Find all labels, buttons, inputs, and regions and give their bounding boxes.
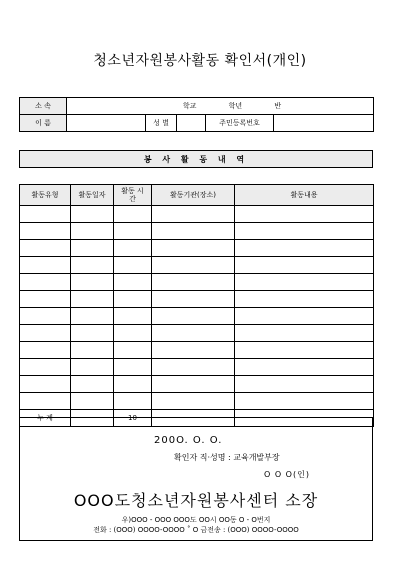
header-activity-hours: 활동 시간 (114, 185, 152, 206)
school-label: 학교 (182, 102, 197, 110)
hours-field[interactable] (114, 308, 152, 325)
confirmer-line: 확인자 직·성명 : 교육개발부장 (174, 453, 280, 462)
type-field[interactable] (20, 325, 71, 342)
type-field[interactable] (20, 376, 71, 393)
table-row (20, 257, 374, 274)
date-field[interactable] (71, 393, 114, 410)
section-title: 봉 사 활 동 내 역 (20, 151, 373, 168)
activity-section-header (19, 150, 373, 168)
resident-id-field[interactable] (274, 115, 374, 132)
gender-label: 성 별 (146, 115, 177, 132)
content-field[interactable] (235, 359, 374, 376)
center-phone: 전화 : (OOO) OOOO-OOOO ˚ O 금전송 : (OOO) OOOO-OOOO (93, 526, 299, 534)
grade-label: 학년 (228, 102, 243, 110)
hours-field[interactable] (114, 223, 152, 240)
date-field[interactable] (71, 223, 114, 240)
date-field[interactable] (71, 240, 114, 257)
place-field[interactable] (152, 240, 235, 257)
place-field[interactable] (152, 291, 235, 308)
header-activity-date: 활동일자 (71, 185, 114, 206)
affiliation-label: 소 속 (20, 98, 67, 115)
signature-line: O O O(인) (264, 470, 310, 479)
place-field[interactable] (152, 257, 235, 274)
hours-field[interactable] (114, 342, 152, 359)
date-field[interactable] (71, 274, 114, 291)
place-field[interactable] (152, 206, 235, 223)
content-field[interactable] (235, 274, 374, 291)
affiliation-field[interactable] (67, 98, 374, 115)
date-field[interactable] (71, 342, 114, 359)
hours-field[interactable] (114, 359, 152, 376)
table-row (20, 206, 374, 223)
activity-log-table (19, 184, 374, 427)
resident-id-label: 주민등록번호 (206, 115, 274, 132)
date-field[interactable] (71, 206, 114, 223)
type-field[interactable] (20, 342, 71, 359)
table-row (20, 223, 374, 240)
content-field[interactable] (235, 342, 374, 359)
date-field[interactable] (71, 325, 114, 342)
center-director: OOO도청소년자원봉사센터 소장 (73, 491, 319, 510)
center-address: 우)OOO - OOO OOO도 OO시 OO동 O - O번지 (121, 516, 271, 524)
type-field[interactable] (20, 359, 71, 376)
content-field[interactable] (235, 308, 374, 325)
hours-field[interactable] (114, 240, 152, 257)
content-field[interactable] (235, 240, 374, 257)
total-label: 누 계 (20, 410, 71, 427)
header-activity-type: 활동유형 (20, 185, 71, 206)
place-field[interactable] (152, 308, 235, 325)
content-field[interactable] (235, 223, 374, 240)
table-row (20, 393, 374, 410)
issue-date: 200O. O. O. (154, 435, 223, 446)
date-field[interactable] (71, 291, 114, 308)
place-field[interactable] (152, 393, 235, 410)
hours-field[interactable] (114, 376, 152, 393)
place-field[interactable] (152, 376, 235, 393)
table-row (20, 291, 374, 308)
type-field[interactable] (20, 257, 71, 274)
name-label: 이 름 (20, 115, 67, 132)
place-field[interactable] (152, 223, 235, 240)
content-field[interactable] (235, 393, 374, 410)
personal-info-table (19, 97, 374, 132)
table-row (20, 342, 374, 359)
content-field[interactable] (235, 325, 374, 342)
table-row (20, 376, 374, 393)
total-hours: 10 (114, 410, 152, 427)
place-field[interactable] (152, 359, 235, 376)
content-field[interactable] (235, 206, 374, 223)
hours-field[interactable] (114, 257, 152, 274)
header-activity-content: 활동내용 (235, 185, 374, 206)
class-label: 반 (274, 102, 282, 110)
table-row (20, 325, 374, 342)
hours-field[interactable] (114, 325, 152, 342)
type-field[interactable] (20, 206, 71, 223)
date-field[interactable] (71, 376, 114, 393)
place-field[interactable] (152, 325, 235, 342)
place-field[interactable] (152, 274, 235, 291)
table-row (20, 274, 374, 291)
type-field[interactable] (20, 291, 71, 308)
certification-footer (19, 417, 373, 541)
table-row (20, 359, 374, 376)
hours-field[interactable] (114, 274, 152, 291)
date-field[interactable] (71, 257, 114, 274)
type-field[interactable] (20, 240, 71, 257)
hours-field[interactable] (114, 206, 152, 223)
date-field[interactable] (71, 359, 114, 376)
type-field[interactable] (20, 274, 71, 291)
document-title: 청소년자원봉사활동 확인서(개인) (93, 53, 307, 69)
type-field[interactable] (20, 308, 71, 325)
date-field[interactable] (71, 308, 114, 325)
content-field[interactable] (235, 291, 374, 308)
content-field[interactable] (235, 257, 374, 274)
hours-field[interactable] (114, 291, 152, 308)
gender-field[interactable] (177, 115, 206, 132)
header-activity-place: 활동기관(장소) (152, 185, 235, 206)
content-field[interactable] (235, 376, 374, 393)
name-field[interactable] (67, 115, 146, 132)
place-field[interactable] (152, 342, 235, 359)
type-field[interactable] (20, 393, 71, 410)
table-row (20, 308, 374, 325)
type-field[interactable] (20, 223, 71, 240)
table-row (20, 240, 374, 257)
hours-field[interactable] (114, 393, 152, 410)
